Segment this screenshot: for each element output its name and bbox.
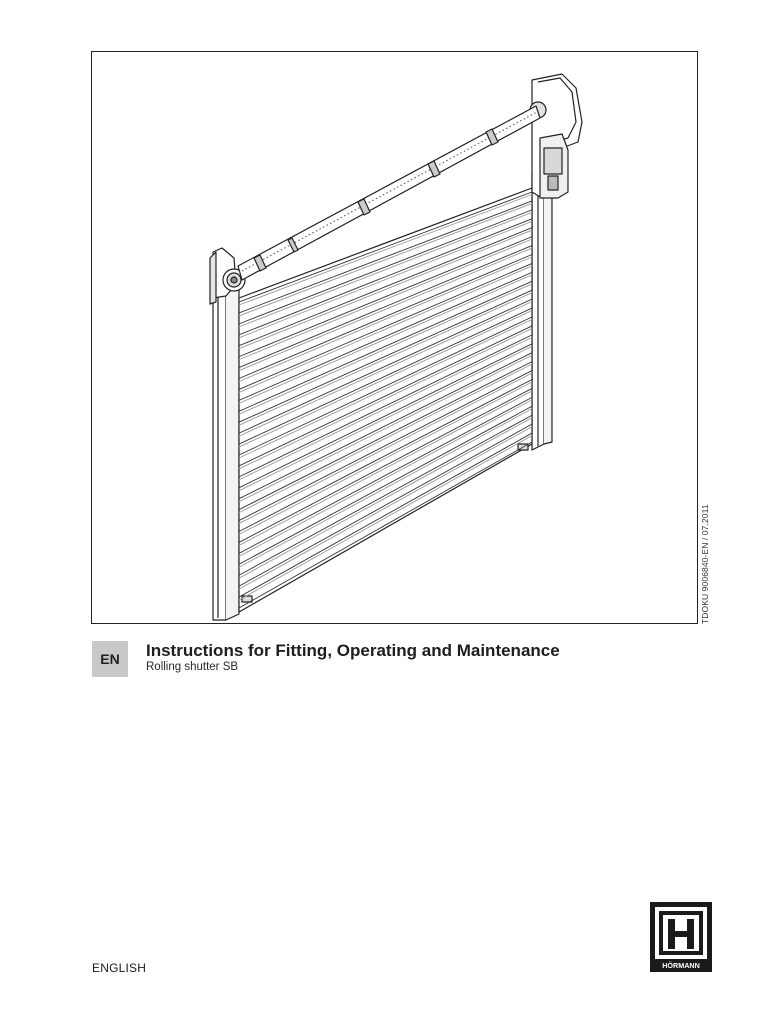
footer-language: ENGLISH	[92, 961, 147, 975]
document-title: Instructions for Fitting, Operating and Maintenance	[146, 641, 560, 660]
illustration-frame	[91, 51, 698, 624]
hormann-logo	[650, 902, 712, 972]
document-code: TDOKU 9006840-EN / 07.2011	[700, 504, 710, 624]
language-badge: EN	[92, 641, 128, 677]
svg-text:HÖRMANN: HÖRMANN	[662, 961, 700, 970]
document-subtitle: Rolling shutter SB	[146, 661, 239, 673]
rolling-shutter-illustration	[92, 52, 696, 622]
